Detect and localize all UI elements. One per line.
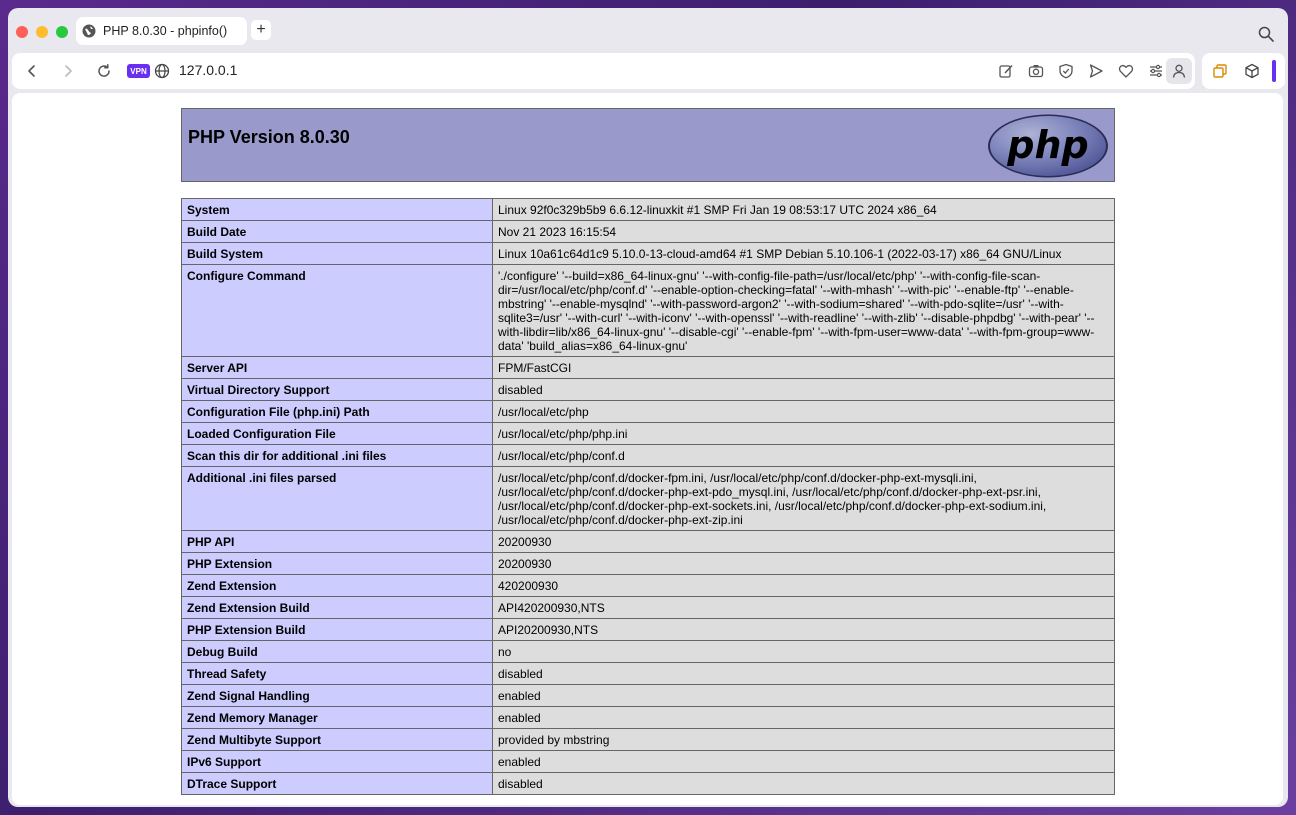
config-key: Build System [182,243,493,265]
config-value: API420200930,NTS [493,597,1115,619]
table-row [182,445,1115,467]
config-value: disabled [493,379,1115,401]
table-row [182,401,1115,423]
table-row [182,751,1115,773]
table-row [182,243,1115,265]
config-key: PHP Extension Build [182,619,493,641]
title-bar [8,8,1288,52]
tab-title: PHP 8.0.30 - phpinfo() [103,24,228,38]
config-value: enabled [493,685,1115,707]
cube-icon[interactable] [1244,63,1260,79]
config-key: Zend Extension Build [182,597,493,619]
table-row [182,423,1115,445]
config-value: no [493,641,1115,663]
globe-icon [82,24,96,38]
table-row [182,619,1115,641]
config-key: IPv6 Support [182,751,493,773]
profile-button[interactable] [1166,58,1192,84]
vpn-badge[interactable]: VPN [127,64,150,78]
php-info-table [181,198,1115,795]
back-icon[interactable] [24,63,40,79]
config-value: Nov 21 2023 16:15:54 [493,221,1115,243]
config-key: System [182,199,493,221]
site-info-globe-icon[interactable] [154,63,170,79]
config-key: Additional .ini files parsed [182,467,493,531]
config-key: Scan this dir for additional .ini files [182,445,493,467]
config-key: Build Date [182,221,493,243]
page-content [12,93,1283,805]
table-row [182,265,1115,357]
config-key: Configure Command [182,265,493,357]
shield-icon[interactable] [1058,63,1074,79]
config-value: Linux 92f0c329b5b9 6.6.12-linuxkit #1 SMP Fri Jan 19 08:53:17 UTC 2024 x86_64 [493,199,1115,221]
table-row [182,685,1115,707]
sidebar-toggle-indicator[interactable] [1272,60,1276,82]
table-row [182,729,1115,751]
config-key: Zend Signal Handling [182,685,493,707]
php-version-header [181,108,1115,182]
config-value: /usr/local/etc/php/conf.d/docker-fpm.ini, /usr/local/etc/php/conf.d/docker-php-ext-mysqli.ini, /usr/local/etc/php/conf.d/docker-php-ext-pdo_mysql.ini, /usr/local/etc/php/conf.d/docker-php-ext-psr.ini, /usr/local/etc/php/conf.d/docker-php-ext-sockets.ini, /usr/local/etc/php/conf.d/docker-php-ext-sodium.ini, /usr/local/etc/php/conf.d/docker-php-ext-zip.ini [493,467,1115,531]
minimize-window-button[interactable] [36,26,48,38]
new-tab-button[interactable]: + [251,20,271,40]
config-key: Zend Multibyte Support [182,729,493,751]
table-row [182,663,1115,685]
reload-icon[interactable] [96,63,112,79]
config-value: './configure' '--build=x86_64-linux-gnu' '--with-config-file-path=/usr/local/etc/php' '--with-config-file-scan-dir=/usr/local/etc/php/conf.d' '--enable-option-checking=fatal' '--with-mhash' '--with-pic' '--enable-ftp' '--enable-mbstring' '--enable-mysqlnd' '--with-password-argon2' '--with-sodium=shared' '--with-pdo-sqlite=/usr' '--with-sqlite3=/usr' '--with-curl' '--with-iconv' '--with-openssl' '--with-readline' '--with-zlib' '--disable-phpdbg' '--with-pear' '--with-libdir=lib/x86_64-linux-gnu' '--disable-cgi' '--enable-fpm' '--with-fpm-user=www-data' '--with-fpm-group=www-data' 'build_alias=x86_64-linux-gnu' [493,265,1115,357]
config-key: PHP API [182,531,493,553]
config-value: enabled [493,751,1115,773]
tab-phpinfo[interactable] [76,17,247,45]
config-value: /usr/local/etc/php/conf.d [493,445,1115,467]
config-key: Zend Extension [182,575,493,597]
table-row [182,575,1115,597]
navigation-toolbar [12,53,1195,89]
table-row [182,531,1115,553]
config-value: Linux 10a61c64d1c9 5.10.0-13-cloud-amd64 #1 SMP Debian 5.10.106-1 (2022-03-17) x86_64 GNU/Linux [493,243,1115,265]
config-value: FPM/FastCGI [493,357,1115,379]
config-value: 20200930 [493,531,1115,553]
config-value: enabled [493,707,1115,729]
send-icon[interactable] [1088,63,1104,79]
config-key: PHP Extension [182,553,493,575]
table-row [182,357,1115,379]
edit-icon[interactable] [998,63,1014,79]
table-row [182,773,1115,795]
config-key: Loaded Configuration File [182,423,493,445]
config-value: 20200930 [493,553,1115,575]
close-window-button[interactable] [16,26,28,38]
table-row [182,199,1115,221]
config-value: provided by mbstring [493,729,1115,751]
table-row [182,553,1115,575]
config-key: DTrace Support [182,773,493,795]
config-key: Configuration File (php.ini) Path [182,401,493,423]
php-logo-text: php [1007,123,1089,167]
page-title: PHP Version 8.0.30 [188,127,350,147]
config-key: Zend Memory Manager [182,707,493,729]
settings-sliders-icon[interactable] [1148,63,1164,79]
config-key: Virtual Directory Support [182,379,493,401]
search-icon[interactable] [1258,26,1274,42]
php-logo-icon[interactable] [986,113,1110,179]
config-value: API20200930,NTS [493,619,1115,641]
maximize-window-button[interactable] [56,26,68,38]
table-row [182,641,1115,663]
table-row [182,467,1115,531]
profile-icon [1171,63,1187,79]
browser-window [8,8,1288,807]
config-value: disabled [493,773,1115,795]
config-key: Debug Build [182,641,493,663]
address-bar[interactable]: 127.0.0.1 [179,62,238,78]
config-value: /usr/local/etc/php [493,401,1115,423]
config-key: Thread Safety [182,663,493,685]
camera-icon[interactable] [1028,63,1044,79]
config-value: disabled [493,663,1115,685]
forward-icon[interactable] [60,63,76,79]
table-row [182,221,1115,243]
config-value: 420200930 [493,575,1115,597]
heart-icon[interactable] [1118,63,1134,79]
config-key: Server API [182,357,493,379]
table-row [182,597,1115,619]
tab-stack-icon[interactable] [1212,63,1228,79]
table-row [182,379,1115,401]
config-value: /usr/local/etc/php/php.ini [493,423,1115,445]
table-row [182,707,1115,729]
